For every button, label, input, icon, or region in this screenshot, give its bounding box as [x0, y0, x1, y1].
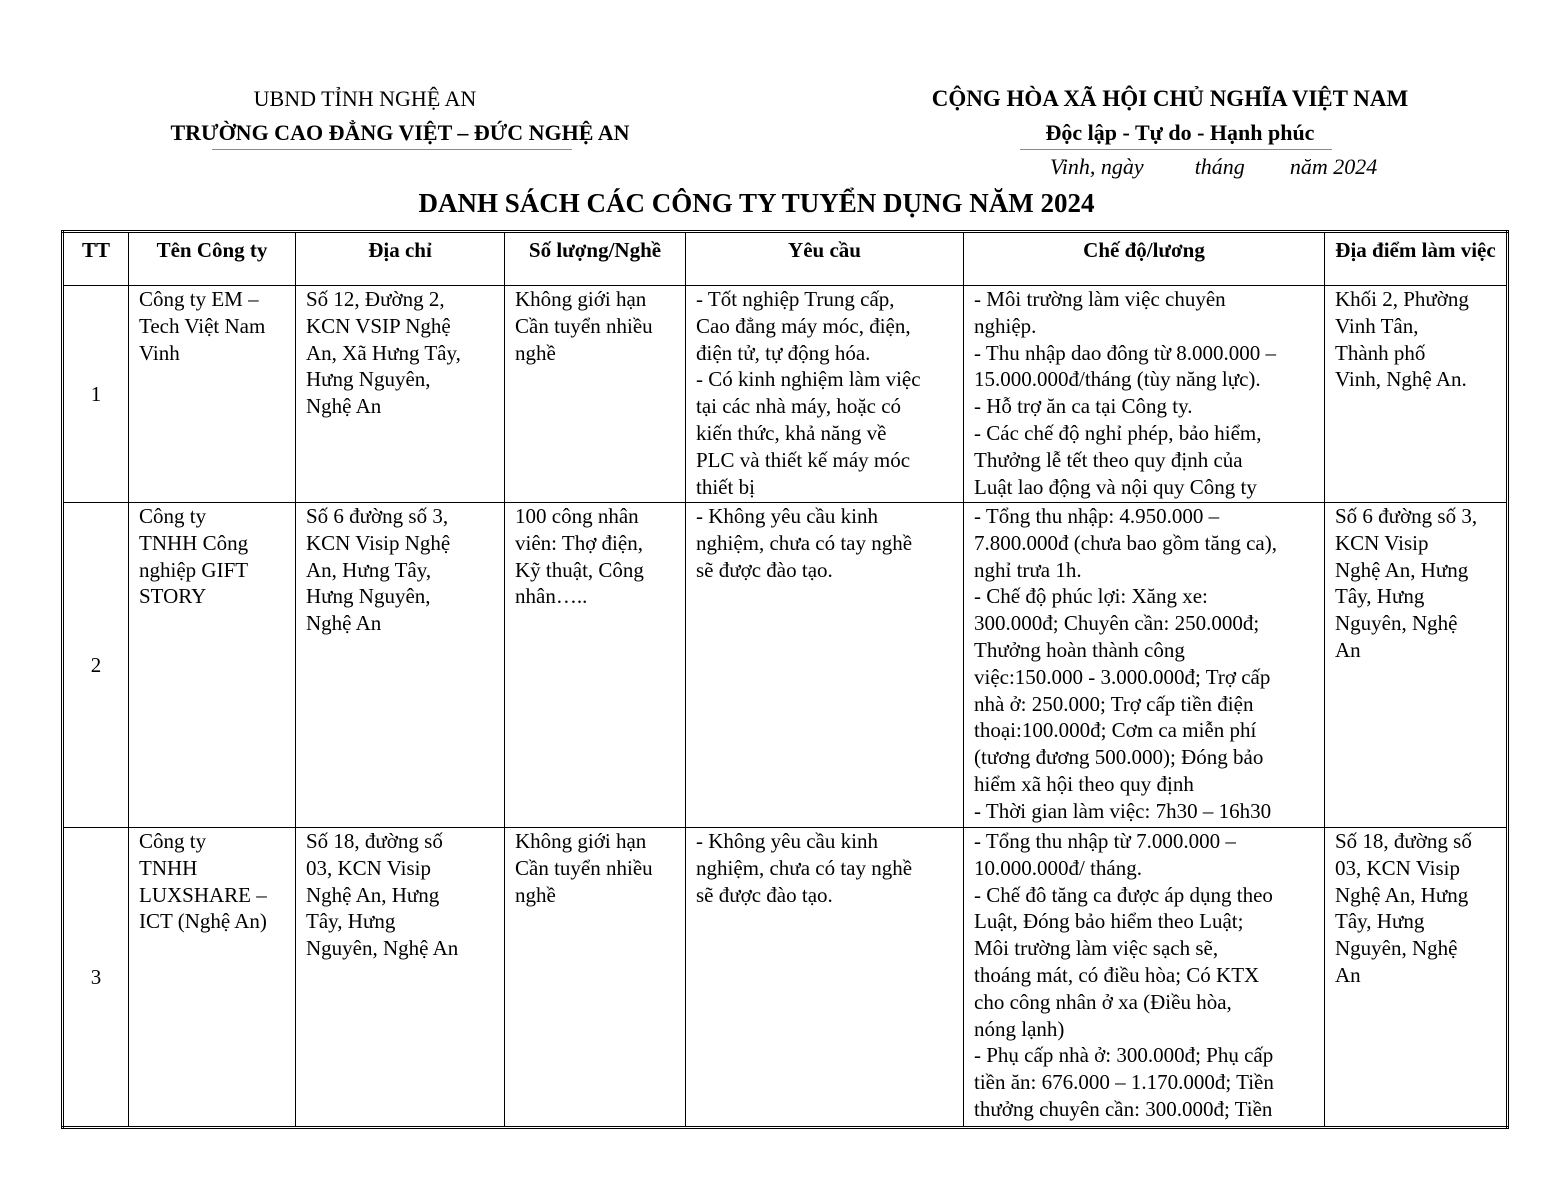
table-row [63, 828, 1508, 1128]
benefits-line: nghiệp. [974, 313, 1037, 338]
company-line: STORY [139, 584, 207, 609]
location-line: 03, KCN Visip [1335, 855, 1460, 880]
benefits-line: việc:150.000 - 3.000.000đ; Trợ cấp [974, 664, 1271, 689]
cell-address [296, 828, 505, 1128]
quantity-line: viên: Thợ điện, [515, 530, 643, 555]
benefits-line: nhà ở: 250.000; Trợ cấp tiền điện [974, 691, 1254, 716]
quantity-line: nghề [515, 340, 556, 365]
company-line: Tech Việt Nam [139, 313, 266, 338]
location-line: Tây, Hưng [1335, 909, 1425, 934]
address-line: Hưng Nguyên, [306, 584, 431, 609]
benefits-line: - Môi trường làm việc chuyên [974, 287, 1226, 311]
address-line: Số 6 đường số 3, [306, 504, 449, 528]
column-header-tt: TT [63, 232, 129, 286]
cell-location [1325, 503, 1508, 828]
address-line: Nguyên, Nghệ An [306, 936, 459, 961]
quantity-line: Không giới hạn [515, 287, 647, 311]
column-header-company: Tên Công ty [129, 232, 296, 286]
requirements-line: tại các nhà máy, hoặc có [696, 394, 902, 419]
address-line: Nghệ An, Hưng [306, 882, 440, 907]
date-month: tháng [1194, 154, 1245, 179]
company-line: ICT (Nghệ An) [139, 909, 267, 934]
address-line: Nghệ An [306, 394, 382, 419]
benefits-line: - Chế đô tăng ca được áp dụng theo [974, 882, 1273, 907]
location-line: Nghệ An, Hưng [1335, 882, 1469, 907]
column-header-requirements: Yêu cầu [686, 232, 964, 286]
benefits-line: Thưởng lễ tết theo quy định của [974, 447, 1243, 472]
national-motto: Độc lập - Tự do - Hạnh phúc [1045, 120, 1315, 145]
requirements-line: thiết bị [696, 474, 755, 499]
quantity-line: 100 công nhân [515, 504, 639, 528]
column-header-address: Địa chỉ [296, 232, 505, 286]
table-row [63, 286, 1508, 503]
benefits-line: 15.000.000đ/tháng (tùy năng lực). [974, 367, 1261, 392]
benefits-line: - Tổng thu nhập: 4.950.000 – [974, 504, 1220, 528]
benefits-line: (tương đương 500.000); Đóng bảo [974, 745, 1264, 770]
location-line: Nguyên, Nghệ [1335, 936, 1458, 961]
benefits-line: 7.800.000đ (chưa bao gồm tăng ca), [974, 530, 1277, 555]
address-line: Số 12, Đường 2, [306, 287, 445, 311]
requirements-line: PLC và thiết kế máy móc [696, 447, 911, 472]
benefits-line: tiền ăn: 676.000 – 1.170.000đ; Tiền [974, 1070, 1274, 1095]
benefits-line: - Hỗ trợ ăn ca tại Công ty. [974, 394, 1193, 419]
quantity-line: nghề [515, 882, 556, 907]
requirements-line: - Không yêu cầu kinh [696, 504, 878, 528]
cell-address [296, 503, 505, 828]
cell-location [1325, 828, 1508, 1128]
requirements-line: kiến thức, khả năng về [696, 420, 887, 445]
date-place: Vinh, ngày [1050, 154, 1144, 179]
benefits-line: Luật lao động và nội quy Công ty [974, 474, 1257, 499]
company-line: TNHH Công [139, 530, 249, 555]
benefits-line: thoại:100.000đ; Cơm ca miễn phí [974, 718, 1257, 743]
cell-requirements [686, 286, 964, 503]
row-number: 3 [63, 828, 129, 1128]
location-line: Vinh, Nghệ An. [1335, 367, 1467, 392]
location-line: Số 18, đường số [1335, 829, 1472, 853]
address-line: 03, KCN Visip [306, 855, 431, 880]
cell-benefits [964, 503, 1325, 828]
issuing-authority: UBND TỈNH NGHỆ AN [253, 86, 477, 111]
benefits-line: - Chế độ phúc lợi: Xăng xe: [974, 584, 1208, 609]
address-line: Nghệ An [306, 611, 382, 636]
column-header-quantity: Số lượng/Nghề [505, 232, 686, 286]
column-header-location: Địa điểm làm việc [1325, 232, 1508, 286]
cell-quantity [505, 286, 686, 503]
benefits-line: - Phụ cấp nhà ở: 300.000đ; Phụ cấp [974, 1043, 1274, 1068]
cell-company [129, 828, 296, 1128]
address-line: An, Xã Hưng Tây, [306, 340, 461, 365]
cell-location [1325, 286, 1508, 503]
company-line: Công ty EM – [139, 287, 259, 311]
address-line: KCN Visip Nghệ [306, 530, 451, 555]
quantity-line: nhân….. [515, 584, 588, 609]
quantity-line: Cần tuyển nhiều [515, 313, 653, 338]
national-title: CỘNG HÒA XÃ HỘI CHỦ NGHĨA VIỆT NAM [931, 86, 1409, 111]
benefits-line: nóng lạnh) [974, 1016, 1065, 1041]
benefits-line: Luật, Đóng bảo hiểm theo Luật; [974, 909, 1244, 934]
location-line: Thành phố [1335, 340, 1426, 365]
cell-quantity [505, 503, 686, 828]
benefits-line: - Tổng thu nhập từ 7.000.000 – [974, 829, 1236, 853]
row-number: 1 [63, 286, 129, 503]
document-date [1050, 154, 1377, 180]
location-line: Nghệ An, Hưng [1335, 557, 1469, 582]
document-title: DANH SÁCH CÁC CÔNG TY TUYỂN DỤNG NĂM 2024 [418, 188, 1095, 218]
company-line: nghiệp GIFT [139, 557, 249, 582]
cell-company [129, 503, 296, 828]
address-line: An, Hưng Tây, [306, 557, 432, 582]
requirements-line: - Có kinh nghiệm làm việc [696, 367, 921, 392]
cell-benefits [964, 286, 1325, 503]
address-line: KCN VSIP Nghệ [306, 313, 451, 338]
benefits-line: thoáng mát, có điều hòa; Có KTX [974, 962, 1260, 987]
address-line: Số 18, đường số [306, 829, 443, 853]
date-year: năm 2024 [1289, 154, 1378, 179]
location-line: Vinh Tân, [1335, 313, 1419, 338]
location-line: Số 6 đường số 3, [1335, 504, 1478, 528]
address-line: Tây, Hưng [306, 909, 396, 934]
column-header-benefits: Chế độ/lương [964, 232, 1325, 286]
address-line: Hưng Nguyên, [306, 367, 431, 392]
benefits-line: Thưởng hoàn thành công [974, 637, 1185, 662]
cell-quantity [505, 828, 686, 1128]
benefits-line: hiểm xã hội theo quy định [974, 771, 1194, 796]
benefits-line: 10.000.000đ/ tháng. [974, 855, 1142, 880]
company-line: Công ty [139, 829, 207, 853]
benefits-line: - Thời gian làm việc: 7h30 – 16h30 [974, 798, 1272, 823]
location-line: Nguyên, Nghệ [1335, 611, 1458, 636]
benefits-line: nghỉ trưa 1h. [974, 557, 1082, 582]
school-name: TRƯỜNG CAO ĐẲNG VIỆT – ĐỨC NGHỆ AN [170, 120, 630, 145]
cell-requirements [686, 503, 964, 828]
requirements-line: sẽ được đào tạo. [696, 557, 833, 582]
table-body [63, 286, 1508, 1128]
requirements-line: sẽ được đào tạo. [696, 882, 833, 907]
benefits-line: cho công nhân ở xa (Điều hòa, [974, 989, 1232, 1014]
company-line: TNHH [139, 855, 198, 880]
benefits-line: thưởng chuyên cần: 300.000đ; Tiền [974, 1096, 1273, 1121]
cell-benefits [964, 828, 1325, 1128]
cell-address [296, 286, 505, 503]
cell-requirements [686, 828, 964, 1128]
benefits-line: Môi trường làm việc sạch sẽ, [974, 936, 1219, 961]
company-line: LUXSHARE – [139, 882, 267, 907]
location-line: An [1335, 637, 1361, 662]
location-line: Tây, Hưng [1335, 584, 1425, 609]
benefits-line: 300.000đ; Chuyên cần: 250.000đ; [974, 611, 1260, 636]
table-header-row [63, 232, 1508, 286]
requirements-line: điện tử, tự động hóa. [696, 340, 871, 365]
motto-underline [1020, 149, 1332, 150]
table-row [63, 503, 1508, 828]
location-line: KCN Visip [1335, 530, 1429, 555]
cell-company [129, 286, 296, 503]
company-line: Vinh [139, 340, 180, 365]
quantity-line: Cần tuyển nhiều [515, 855, 653, 880]
benefits-line: - Các chế độ nghỉ phép, bảo hiểm, [974, 420, 1262, 445]
requirements-line: nghiệm, chưa có tay nghề [696, 855, 913, 880]
company-table [61, 230, 1509, 1129]
row-number: 2 [63, 503, 129, 828]
company-line: Công ty [139, 504, 207, 528]
requirements-line: - Tốt nghiệp Trung cấp, [696, 287, 895, 311]
requirements-line: nghiệm, chưa có tay nghề [696, 530, 913, 555]
requirements-line: - Không yêu cầu kinh [696, 829, 878, 853]
requirements-line: Cao đẳng máy móc, điện, [696, 313, 911, 338]
school-name-underline [212, 149, 572, 150]
quantity-line: Kỹ thuật, Công [515, 557, 644, 582]
benefits-line: - Thu nhập dao đông từ 8.000.000 – [974, 340, 1277, 365]
location-line: Khối 2, Phường [1335, 287, 1469, 311]
location-line: An [1335, 962, 1361, 987]
quantity-line: Không giới hạn [515, 829, 647, 853]
